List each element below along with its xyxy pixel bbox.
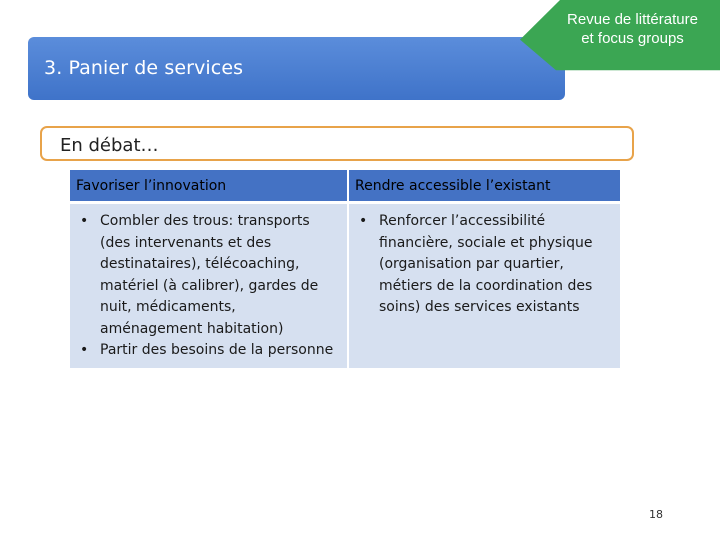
cell-innovation: [70, 203, 348, 368]
title-bar: [28, 37, 565, 100]
list-item-text: Combler des trous: transports (des intervenants et des destinataires), télécoaching, matériel (à calibrer), gardes de nuit, médicaments, aménagement habitation): [100, 213, 319, 337]
bullet-icon: •: [80, 213, 89, 229]
list-item: [76, 211, 341, 340]
list-item: [76, 340, 341, 362]
content-table: [70, 170, 620, 368]
slide-title: 3. Panier de services: [44, 57, 244, 79]
header-innovation: Favoriser l’innovation: [70, 170, 348, 203]
table-row: [70, 203, 620, 368]
bullet-icon: •: [359, 213, 368, 229]
header-accessible: Rendre accessible l’existant: [348, 170, 620, 203]
source-tag-label: Revue de littérature et focus groups: [567, 11, 698, 47]
table-header-row: [70, 170, 620, 203]
debate-label: En débat…: [60, 135, 159, 156]
bullet-icon: •: [80, 342, 89, 358]
list-item-text: Partir des besoins de la personne: [100, 342, 334, 358]
list-item-text: Renforcer l’accessibilité financière, sociale et physique (organisation par quartier, métiers de la coordination des soins) des services existants: [379, 213, 593, 315]
cell-accessible: [348, 203, 620, 368]
debate-box: [40, 126, 634, 161]
source-tag: [520, 0, 720, 90]
list-item: [355, 211, 614, 319]
page-number: 18: [649, 508, 663, 521]
